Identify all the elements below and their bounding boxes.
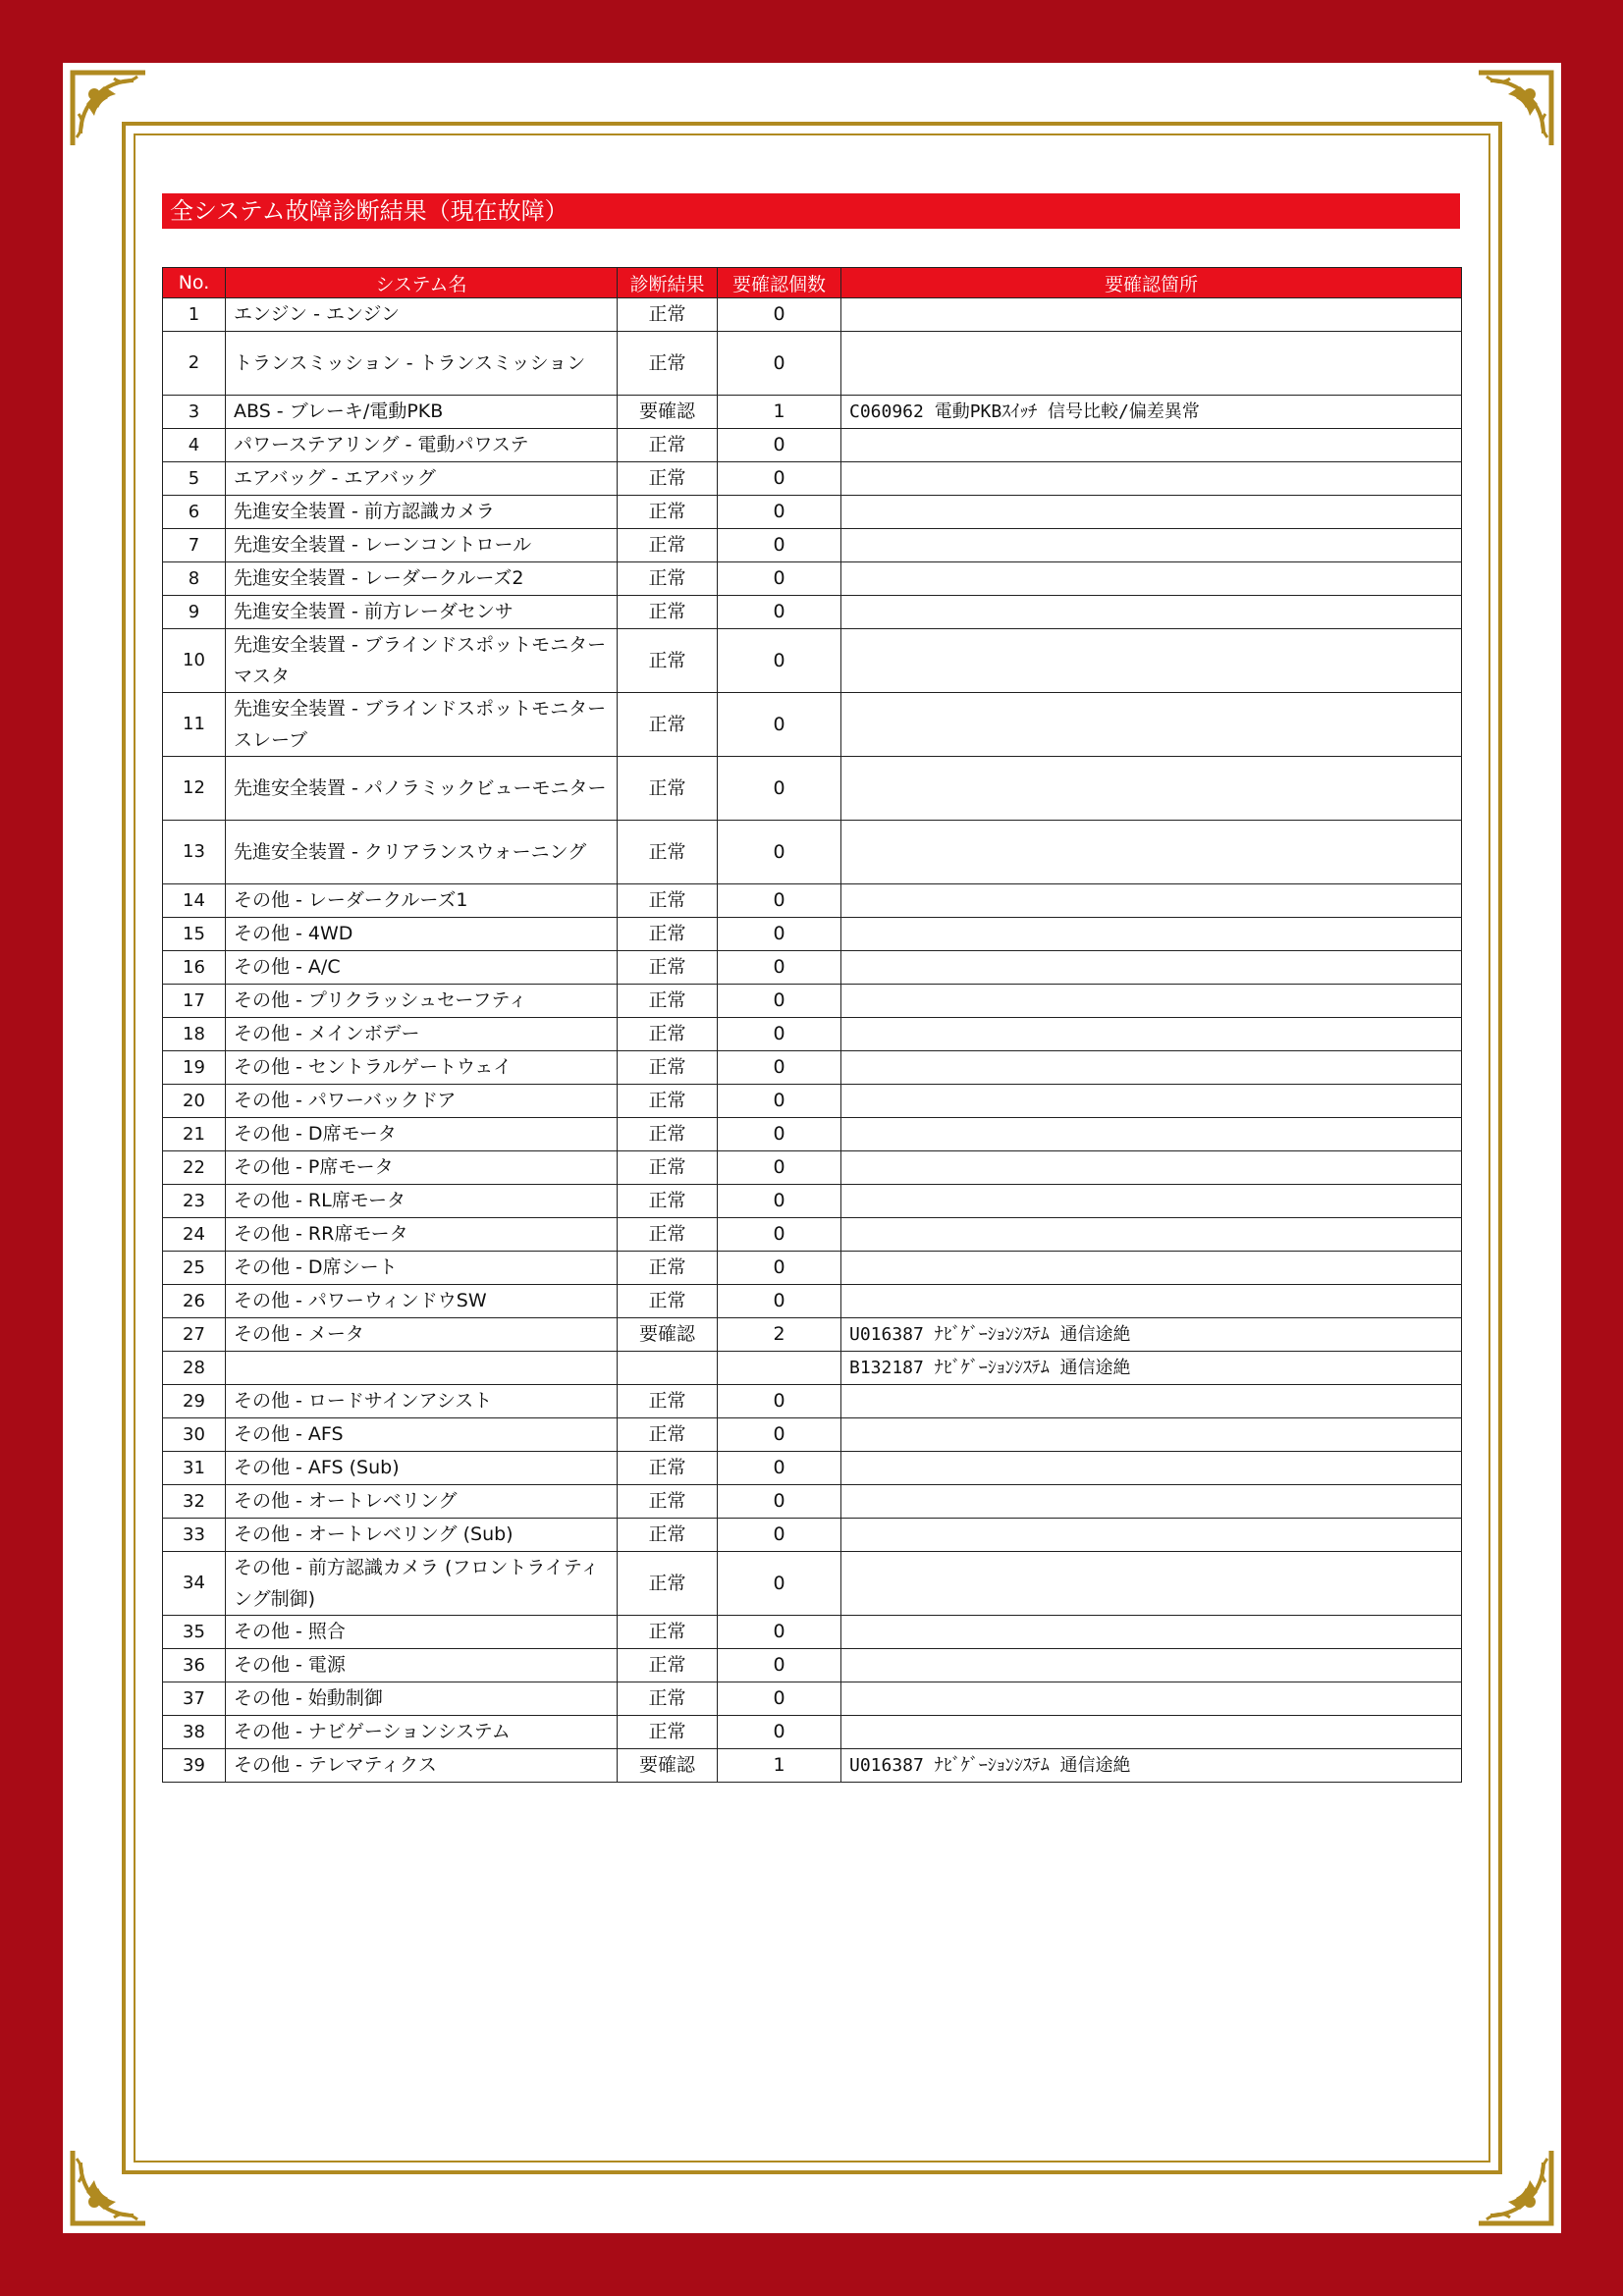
check-location — [841, 429, 1462, 462]
row-number: 8 — [163, 562, 226, 596]
check-location — [841, 562, 1462, 596]
system-name: 先進安全装置 - 前方レーダセンサ — [226, 596, 618, 629]
row-number: 38 — [163, 1716, 226, 1749]
diagnosis-result: 正常 — [618, 1118, 718, 1151]
table-row — [163, 332, 1462, 396]
check-location — [841, 1452, 1462, 1485]
diagnosis-result: 正常 — [618, 1716, 718, 1749]
table-row — [163, 1285, 1462, 1318]
check-location — [841, 629, 1462, 693]
table-row — [163, 1118, 1462, 1151]
diagnosis-table — [162, 267, 1462, 1783]
row-number: 11 — [163, 693, 226, 757]
check-count: 2 — [718, 1318, 841, 1352]
table-row — [163, 1552, 1462, 1616]
diagnosis-result: 正常 — [618, 1151, 718, 1185]
system-name: その他 - 照合 — [226, 1616, 618, 1649]
diagnosis-result: 正常 — [618, 596, 718, 629]
header-result: 診断結果 — [618, 268, 718, 298]
system-name: 先進安全装置 - レーダークルーズ2 — [226, 562, 618, 596]
header-no: No. — [163, 268, 226, 298]
check-count: 0 — [718, 462, 841, 496]
check-count: 0 — [718, 1218, 841, 1252]
row-number: 16 — [163, 951, 226, 985]
system-name: その他 - 始動制御 — [226, 1682, 618, 1716]
system-name — [226, 1352, 618, 1385]
check-count: 0 — [718, 1682, 841, 1716]
table-row — [163, 529, 1462, 562]
check-location — [841, 1552, 1462, 1616]
row-number: 30 — [163, 1418, 226, 1452]
system-name: トランスミッション - トランスミッション — [226, 332, 618, 396]
diagnosis-result: 正常 — [618, 951, 718, 985]
check-location: U016387 ﾅﾋﾞｹﾞｰｼｮﾝｼｽﾃﾑ 通信途絶 — [841, 1749, 1462, 1783]
header-count: 要確認個数 — [718, 268, 841, 298]
system-name: その他 - ナビゲーションシステム — [226, 1716, 618, 1749]
row-number: 1 — [163, 298, 226, 332]
check-location — [841, 332, 1462, 396]
row-number: 21 — [163, 1118, 226, 1151]
system-name: その他 - メインボデー — [226, 1018, 618, 1051]
diagnosis-result: 正常 — [618, 1018, 718, 1051]
corner-ornament-icon — [65, 2143, 153, 2231]
check-location — [841, 462, 1462, 496]
table-row — [163, 1318, 1462, 1352]
check-count: 0 — [718, 1485, 841, 1519]
check-location — [841, 757, 1462, 821]
check-count: 0 — [718, 1552, 841, 1616]
diagnosis-result: 正常 — [618, 1519, 718, 1552]
table-row — [163, 1418, 1462, 1452]
check-location — [841, 951, 1462, 985]
diagnosis-result: 正常 — [618, 1682, 718, 1716]
table-row — [163, 396, 1462, 429]
system-name: 先進安全装置 - レーンコントロール — [226, 529, 618, 562]
row-number: 26 — [163, 1285, 226, 1318]
check-location: U016387 ﾅﾋﾞｹﾞｰｼｮﾝｼｽﾃﾑ 通信途絶 — [841, 1318, 1462, 1352]
check-location — [841, 985, 1462, 1018]
system-name: その他 - A/C — [226, 951, 618, 985]
system-name: その他 - D席シート — [226, 1252, 618, 1285]
system-name: その他 - 4WD — [226, 918, 618, 951]
system-name: その他 - P席モータ — [226, 1151, 618, 1185]
system-name: その他 - プリクラッシュセーフティ — [226, 985, 618, 1018]
row-number: 13 — [163, 821, 226, 884]
diagnosis-result: 正常 — [618, 985, 718, 1018]
table-row — [163, 757, 1462, 821]
system-name: 先進安全装置 - パノラミックビューモニター — [226, 757, 618, 821]
table-row — [163, 985, 1462, 1018]
table-row — [163, 596, 1462, 629]
diagnosis-result: 正常 — [618, 529, 718, 562]
row-number: 22 — [163, 1151, 226, 1185]
corner-ornament-icon — [1471, 65, 1559, 153]
table-row — [163, 1616, 1462, 1649]
system-name: その他 - AFS — [226, 1418, 618, 1452]
diagnosis-result: 正常 — [618, 462, 718, 496]
system-name: 先進安全装置 - クリアランスウォーニング — [226, 821, 618, 884]
row-number: 3 — [163, 396, 226, 429]
system-name: その他 - パワーウィンドウSW — [226, 1285, 618, 1318]
system-name: 先進安全装置 - ブラインドスポットモニター スレーブ — [226, 693, 618, 757]
system-name: その他 - ロードサインアシスト — [226, 1385, 618, 1418]
row-number: 17 — [163, 985, 226, 1018]
table-row — [163, 1452, 1462, 1485]
table-row — [163, 1649, 1462, 1682]
diagnosis-result: 要確認 — [618, 1318, 718, 1352]
diagnosis-result: 正常 — [618, 918, 718, 951]
table-row — [163, 298, 1462, 332]
table-row — [163, 1252, 1462, 1285]
diagnosis-result: 正常 — [618, 1418, 718, 1452]
table-row — [163, 1352, 1462, 1385]
table-row — [163, 1485, 1462, 1519]
check-count: 0 — [718, 1185, 841, 1218]
table-row — [163, 918, 1462, 951]
system-name: その他 - RR席モータ — [226, 1218, 618, 1252]
check-location — [841, 1185, 1462, 1218]
check-count: 0 — [718, 1519, 841, 1552]
check-location: C060962 電動PKBｽｲｯﾁ 信号比較/偏差異常 — [841, 396, 1462, 429]
header-system: システム名 — [226, 268, 618, 298]
check-location — [841, 1649, 1462, 1682]
check-count: 0 — [718, 1252, 841, 1285]
row-number: 18 — [163, 1018, 226, 1051]
check-count: 0 — [718, 1285, 841, 1318]
row-number: 9 — [163, 596, 226, 629]
diagnosis-result: 正常 — [618, 1051, 718, 1085]
diagnosis-result: 正常 — [618, 629, 718, 693]
table-row — [163, 1085, 1462, 1118]
table-row — [163, 1749, 1462, 1783]
row-number: 14 — [163, 884, 226, 918]
diagnosis-result: 正常 — [618, 332, 718, 396]
row-number: 10 — [163, 629, 226, 693]
check-location — [841, 1252, 1462, 1285]
check-location — [841, 693, 1462, 757]
system-name: その他 - AFS (Sub) — [226, 1452, 618, 1485]
check-count: 0 — [718, 1418, 841, 1452]
check-location — [841, 1018, 1462, 1051]
diagnosis-result: 正常 — [618, 429, 718, 462]
system-name: その他 - オートレベリング (Sub) — [226, 1519, 618, 1552]
check-count: 0 — [718, 821, 841, 884]
table-row — [163, 693, 1462, 757]
row-number: 23 — [163, 1185, 226, 1218]
system-name: その他 - D席モータ — [226, 1118, 618, 1151]
table-row — [163, 562, 1462, 596]
table-row — [163, 1151, 1462, 1185]
row-number: 33 — [163, 1519, 226, 1552]
row-number: 15 — [163, 918, 226, 951]
table-row — [163, 1051, 1462, 1085]
check-location — [841, 1485, 1462, 1519]
check-count: 0 — [718, 562, 841, 596]
corner-ornament-icon — [65, 65, 153, 153]
system-name: その他 - 前方認識カメラ (フロントライティング制御) — [226, 1552, 618, 1616]
row-number: 32 — [163, 1485, 226, 1519]
diagnosis-result: 正常 — [618, 1616, 718, 1649]
system-name: 先進安全装置 - 前方認識カメラ — [226, 496, 618, 529]
row-number: 20 — [163, 1085, 226, 1118]
table-row — [163, 821, 1462, 884]
diagnosis-result: 正常 — [618, 1285, 718, 1318]
row-number: 25 — [163, 1252, 226, 1285]
check-count: 0 — [718, 1151, 841, 1185]
check-location — [841, 821, 1462, 884]
check-location — [841, 1051, 1462, 1085]
table-row — [163, 1682, 1462, 1716]
check-count: 0 — [718, 1616, 841, 1649]
check-count: 0 — [718, 918, 841, 951]
check-count: 0 — [718, 496, 841, 529]
table-row — [163, 1385, 1462, 1418]
row-number: 31 — [163, 1452, 226, 1485]
check-location — [841, 918, 1462, 951]
check-count: 0 — [718, 1085, 841, 1118]
row-number: 5 — [163, 462, 226, 496]
check-count: 1 — [718, 1749, 841, 1783]
diagnosis-result: 正常 — [618, 298, 718, 332]
diagnosis-result: 要確認 — [618, 396, 718, 429]
system-name: ABS - ブレーキ/電動PKB — [226, 396, 618, 429]
check-location — [841, 884, 1462, 918]
table-row — [163, 1218, 1462, 1252]
diagnosis-result: 正常 — [618, 884, 718, 918]
system-name: その他 - パワーバックドア — [226, 1085, 618, 1118]
check-location: B132187 ﾅﾋﾞｹﾞｰｼｮﾝｼｽﾃﾑ 通信途絶 — [841, 1352, 1462, 1385]
row-number: 34 — [163, 1552, 226, 1616]
row-number: 2 — [163, 332, 226, 396]
check-count: 0 — [718, 429, 841, 462]
corner-ornament-icon — [1471, 2143, 1559, 2231]
check-location — [841, 1218, 1462, 1252]
table-row — [163, 629, 1462, 693]
table-row — [163, 462, 1462, 496]
row-number: 28 — [163, 1352, 226, 1385]
row-number: 19 — [163, 1051, 226, 1085]
row-number: 39 — [163, 1749, 226, 1783]
check-location — [841, 1519, 1462, 1552]
row-number: 29 — [163, 1385, 226, 1418]
system-name: その他 - オートレベリング — [226, 1485, 618, 1519]
row-number: 12 — [163, 757, 226, 821]
system-name: エンジン - エンジン — [226, 298, 618, 332]
diagnosis-result: 正常 — [618, 1452, 718, 1485]
system-name: 先進安全装置 - ブラインドスポットモニター マスタ — [226, 629, 618, 693]
diagnosis-result: 正常 — [618, 1649, 718, 1682]
check-count: 0 — [718, 757, 841, 821]
diagnosis-result: 要確認 — [618, 1749, 718, 1783]
diagnosis-result: 正常 — [618, 821, 718, 884]
check-location — [841, 596, 1462, 629]
diagnosis-result: 正常 — [618, 1085, 718, 1118]
check-location — [841, 1682, 1462, 1716]
diagnosis-result: 正常 — [618, 1485, 718, 1519]
table-row — [163, 1716, 1462, 1749]
check-count: 1 — [718, 396, 841, 429]
diagnosis-result: 正常 — [618, 1552, 718, 1616]
system-name: その他 - テレマティクス — [226, 1749, 618, 1783]
diagnosis-result: 正常 — [618, 1218, 718, 1252]
row-number: 4 — [163, 429, 226, 462]
check-location — [841, 529, 1462, 562]
check-location — [841, 1118, 1462, 1151]
system-name: その他 - RL席モータ — [226, 1185, 618, 1218]
diagnosis-result: 正常 — [618, 1185, 718, 1218]
table-row — [163, 1018, 1462, 1051]
check-location — [841, 1085, 1462, 1118]
check-location — [841, 1285, 1462, 1318]
check-count: 0 — [718, 951, 841, 985]
check-count: 0 — [718, 1385, 841, 1418]
check-count: 0 — [718, 985, 841, 1018]
system-name: その他 - レーダークルーズ1 — [226, 884, 618, 918]
check-count: 0 — [718, 596, 841, 629]
system-name: パワーステアリング - 電動パワステ — [226, 429, 618, 462]
diagnosis-result: 正常 — [618, 757, 718, 821]
row-number: 36 — [163, 1649, 226, 1682]
system-name: その他 - 電源 — [226, 1649, 618, 1682]
table-row — [163, 496, 1462, 529]
diagnosis-result: 正常 — [618, 1252, 718, 1285]
check-location — [841, 298, 1462, 332]
check-count: 0 — [718, 1051, 841, 1085]
check-count: 0 — [718, 1716, 841, 1749]
check-count: 0 — [718, 1649, 841, 1682]
diagnosis-result: 正常 — [618, 562, 718, 596]
check-location — [841, 1716, 1462, 1749]
row-number: 37 — [163, 1682, 226, 1716]
check-count: 0 — [718, 529, 841, 562]
row-number: 7 — [163, 529, 226, 562]
row-number: 24 — [163, 1218, 226, 1252]
diagnosis-result — [618, 1352, 718, 1385]
diagnosis-result: 正常 — [618, 496, 718, 529]
check-count: 0 — [718, 693, 841, 757]
check-location — [841, 1418, 1462, 1452]
report-page — [63, 63, 1561, 2233]
row-number: 6 — [163, 496, 226, 529]
check-location — [841, 496, 1462, 529]
table-row — [163, 1519, 1462, 1552]
check-location — [841, 1616, 1462, 1649]
check-count: 0 — [718, 1018, 841, 1051]
table-row — [163, 1185, 1462, 1218]
check-count — [718, 1352, 841, 1385]
check-location — [841, 1385, 1462, 1418]
check-count: 0 — [718, 332, 841, 396]
diagnosis-result: 正常 — [618, 1385, 718, 1418]
header-locations: 要確認箇所 — [841, 268, 1462, 298]
row-number: 35 — [163, 1616, 226, 1649]
table-header-row — [163, 268, 1462, 298]
table-row — [163, 884, 1462, 918]
check-count: 0 — [718, 298, 841, 332]
system-name: その他 - セントラルゲートウェイ — [226, 1051, 618, 1085]
diagnosis-result: 正常 — [618, 693, 718, 757]
section-title: 全システム故障診断結果（現在故障） — [162, 193, 1460, 229]
table-row — [163, 429, 1462, 462]
row-number: 27 — [163, 1318, 226, 1352]
check-count: 0 — [718, 629, 841, 693]
system-name: その他 - メータ — [226, 1318, 618, 1352]
check-count: 0 — [718, 884, 841, 918]
check-location — [841, 1151, 1462, 1185]
check-count: 0 — [718, 1452, 841, 1485]
table-row — [163, 951, 1462, 985]
system-name: エアバッグ - エアバッグ — [226, 462, 618, 496]
check-count: 0 — [718, 1118, 841, 1151]
